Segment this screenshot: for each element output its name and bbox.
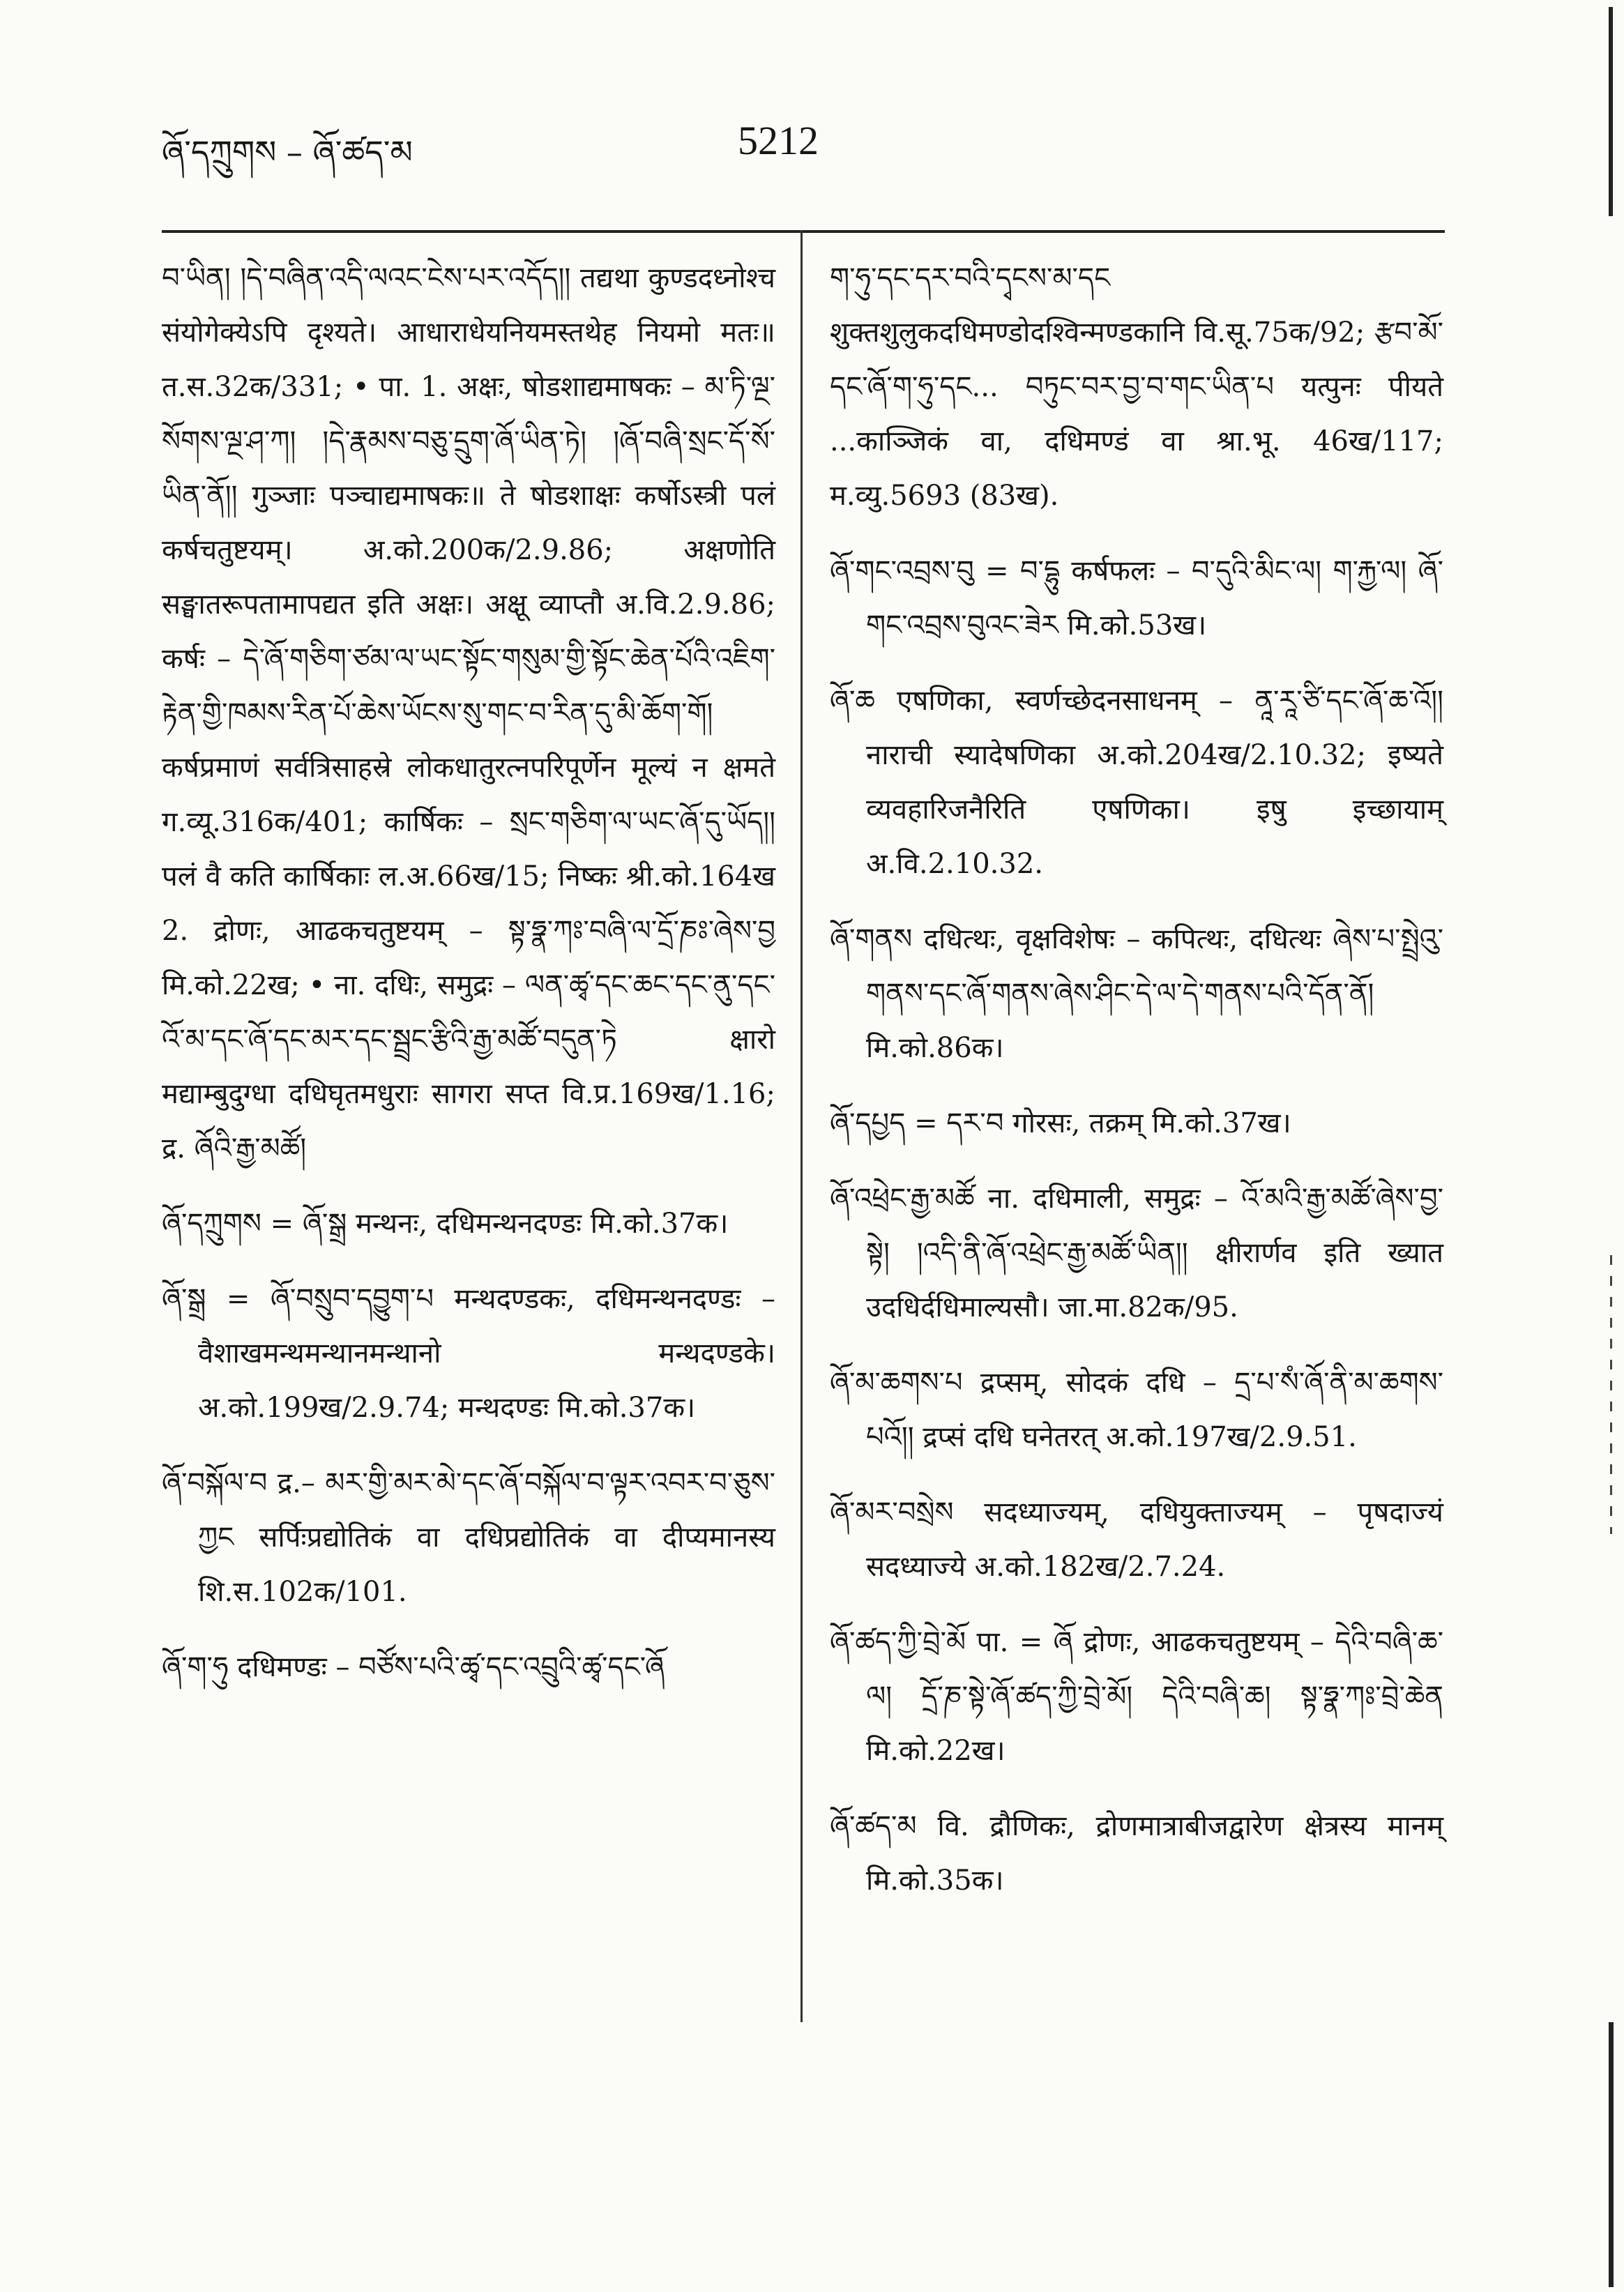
scan-edge-marks (1609, 0, 1614, 2292)
right-column (830, 251, 1443, 1929)
dictionary-entry: ཞོ་མར་བསྲེས सदध्याज्यम्, दधियुक्ताज्यम् – पृषदाज्यं सदध्याज्ये अ.को.182ख/2.7.24. (830, 1496, 1443, 1583)
dictionary-entry: ཞོ་གནས दधित्थः, वृक्षविशेषः – कपित्थः, दधित्थः ཞེས་པ་སྤྲེའུ་གནས་དང་ཞོ་གནས་ཞེས་ཤིང་དེ་ལ་དེ་གནས་པའི་དོན་ནོ། मि.को.86क। (830, 923, 1443, 1064)
dictionary-entry: ཞོ་ཚད་ཀྱི་བྲེ་མོ पा. = ཞོ द्रोणः, आढकचतुष्टयम् – དེའི་བཞི་ཆ་ལ། དྲོ་ཎ་སྟེ་ཞོ་ཚད་ཀྱི་བྲེ་མོ། དེའི་བཞི་ཆ། སྟ་ཧྣ་ཀཿ་བྲེ་ཆེན मि.को.22ख। (830, 1626, 1443, 1767)
dictionary-entry: ཞོ་སྒྲ = ཞོ་བསྲུབ་དབྱུག་པ मन्थदण्डकः, दधिमन्थनदण्डः – वैशाखमन्थमन्थानमन्थानो मन्थदण्डके। अ.को.199ख/2.9.74; मन्थदण्डः मि.को.37क। (162, 1283, 775, 1424)
dictionary-entry: ཞོ་འཕྲེང་རྒྱ་མཚོ ना. दधिमाली, समुद्रः – འོ་མའི་རྒྱ་མཚོ་ཞེས་བྱ་སྟེ། །འདི་ནི་ཞོ་འཕྲེང་རྒྱ་མཚོ་ཡིན།། क्षीरार्णव इति ख्यात उदधिर्दधिमाल्यसौ। जा.मा.82क/95. (830, 1183, 1443, 1323)
dictionary-entry: ཞོ་བསྐོལ་བ द्र.– མར་གྱི་མར་མེ་དང་ཞོ་བསྐོལ་བ་ལྟར་འབར་བ་ཅུས་ཀྱང सर्पिःप्रद्योतिकं वा दधिप्रद्योतिकं वा दीप्यमानस्य शि.स.102क/101. (162, 1467, 775, 1608)
left-column (162, 251, 775, 1715)
running-head: ཞོ་དཀྲུགས – ཞོ་ཚད་མ (162, 133, 413, 171)
dictionary-entry: ཞོ་མ་ཆགས་པ द्रप्सम्, सोदकं दधि – དྲ་པ་སཾ་ཞོ་ནི་མ་ཆགས་པའོ།། द्रप्सं दधि घनेतरत् अ.को.197ख/2.9.51. (830, 1367, 1443, 1453)
dictionary-entry: ཞོ་ཚད་མ वि. द्रौणिकः, द्रोणमात्राबीजद्वारेण क्षेत्रस्य मानम् मि.को.35क। (830, 1810, 1443, 1897)
dictionary-entry-continued: ག་ཧུ་དང་དར་བའི་དྭངས་མ་དང शुक्तशुलुकदधिमण्डोदश्विन्मण्डकानि वि.सू.75क/92; རྩབ་མོ་དང་ཞོ་ག་ཧུ་དང... བཏུང་བར་བྱ་བ་གང་ཡིན་པ यत्पुनः पीयते ...काञ्जिकं वा, दधिमण्डं वा श्रा.भू. 46ख/117; म.व्यु.5693 (83ख). (830, 262, 1443, 512)
column-divider (800, 230, 803, 2022)
dictionary-entry: ཞོ་ཆ एषणिका, स्वर्णच्छेदनसाधनम् – ནཱ་རཱ་ཙི་དང་ཞོ་ཆ་འོ།། नाराची स्यादेषणिका अ.को.204ख/2.10.32; इष्यते व्यवहारिजनैरिति एषणिका। इषु इच्छायाम् अ.वि.2.10.32. (830, 685, 1443, 880)
header-rule (162, 230, 1445, 233)
dictionary-entry: ཞོ་དཀྲུགས = ཞོ་སྒྲ मन्थनः, दधिमन्थनदण्डः मि.को.37क। (162, 1208, 729, 1240)
dictionary-entry: ཞོ་དཔྱད = དར་བ गोरसः, तक्रम् मि.को.37ख। (830, 1107, 1291, 1139)
dictionary-entry-continued: བ་ཡིན། །དེ་བཞིན་འདི་ལའང་ངེས་པར་འདོད།། तद्यथा कुण्डदध्नोश्च संयोगेक्येऽपि दृश्यते। आधाराधेयनियमस्तथेह नियमो मतः॥ त.स.32क/331; • पा. 1. अक्षः, षोडशाद्यमाषकः – མ་ཏི་ལྔ་སོགས་ལྔ་ཤ་ཀ། །དེ་རྣམས་བཅུ་དྲུག་ཞོ་ཡིན་ཏེ། །ཞོ་བཞི་སྲང་དོ་སོ་ཡིན་ནོ།། गुञ्जाः पञ्चाद्यमाषकः॥ ते षोडशाक्षः कर्षोऽस्त्री पलं कर्षचतुष्टयम्। अ.को.200क/2.9.86; अक्षणोति सङ्घातरूपतामापद्यत इति अक्षः। अक्षू व्याप्तौ अ.वि.2.9.86; कर्षः – དེ་ཞོ་གཅིག་ཙམ་ལ་ཡང་སྟོང་གསུམ་གྱི་སྟོང་ཆེན་པོའི་འཇིག་རྟེན་གྱི་ཁམས་རིན་པོ་ཆེས་ཡོངས་སུ་གང་བ་རིན་དུ་མི་ཆོག་གོ། कर्षप्रमाणं सर्वत्रिसाहस्रे लोकधातुरत्नपरिपूर्णेन मूल्यं न क्षमते ग.व्यू.316क/401; कार्षिकः – སྲང་གཅིག་ལ་ཡང་ཞོ་དུ་ཡོད།། पलं वै कति कार्षिकाः ल.अ.66ख/15; निष्कः श्री.को.164ख 2. द्रोणः, आढकचतुष्टयम् – སྟ་ཧྣ་ཀཿ་བཞི་ལ་དྲོ་ཎཿ་ཞེས་བྱ मि.को.22ख; • ना. दधिः, समुद्रः – ལན་ཚྭ་དང་ཆང་དང་ནུ་དང་འོ་མ་དང་ཞོ་དང་མར་དང་སྦྲང་རྩིའི་རྒྱ་མཚོ་བདུན་ཏེ क्षारो मद्याम्बुदुग्धा दधिघृतमधुराः सागरा सप्त वि.प्र.169ख/1.16; द्र. ཞོའི་རྒྱ་མཚོ། (162, 262, 775, 1164)
page-number: 5212 (738, 118, 819, 163)
dictionary-entry: ཞོ་ག་ཧུ दधिमण्डः – བཙོས་པའི་ཚྭ་དང་འབྲུའི་ཚྭ་དང་ཞོ (162, 1651, 665, 1683)
dictionary-entry: ཞོ་གང་འབྲས་བུ = བ་དྷུ कर्षफलः – བ་དུའི་མིང་ལ། ག་རྐྱ་ལ། ཞོ་གང་འབྲས་བུའང་ཟེར मि.को.53ख। (830, 555, 1443, 642)
